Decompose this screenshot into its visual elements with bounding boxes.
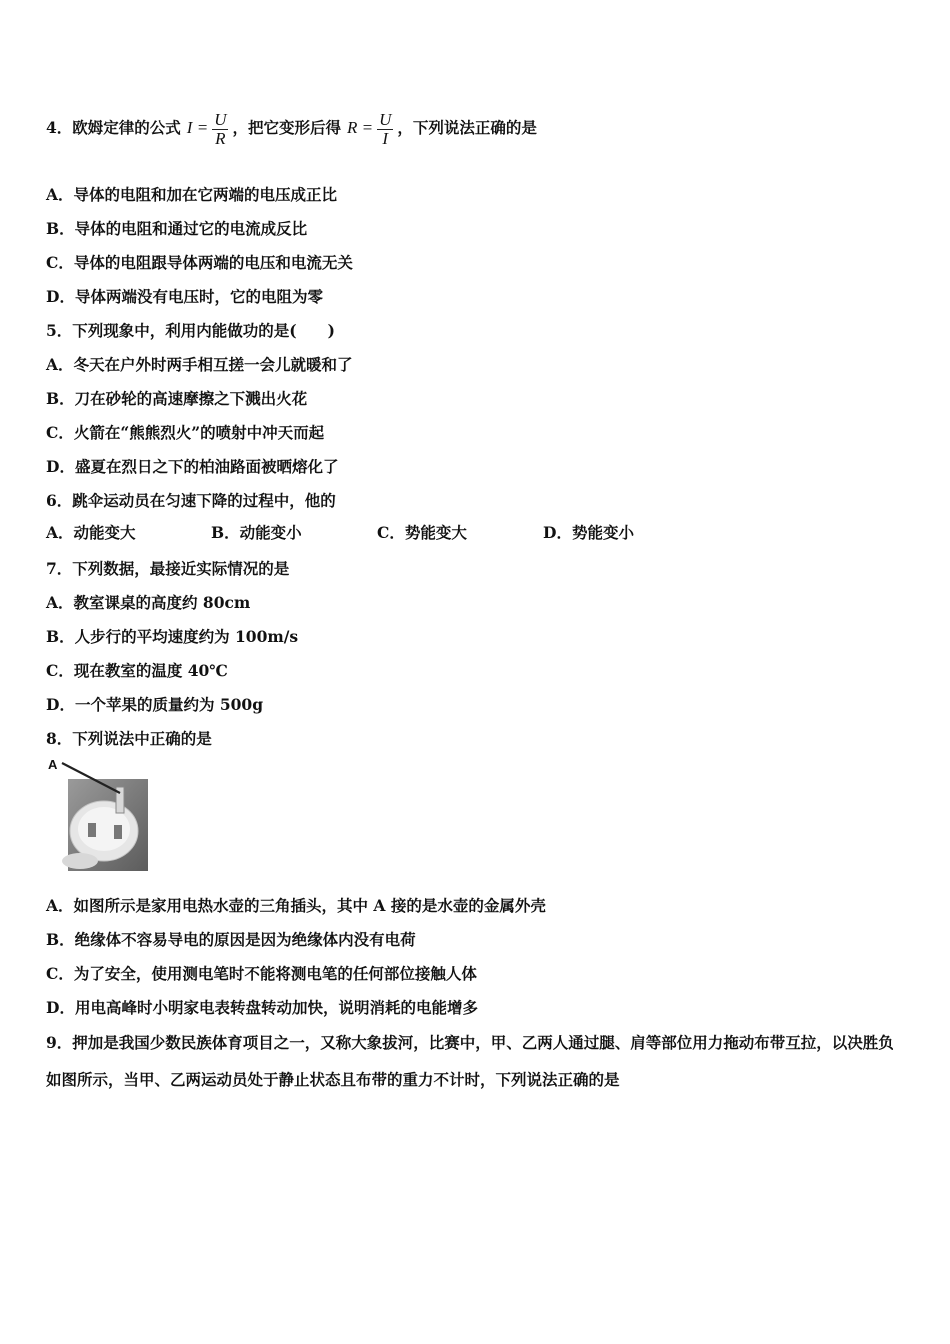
q4-option-a: A．导体的电阻和加在它两端的电压成正比 (46, 185, 338, 204)
q4-prefix: 4．欧姆定律的公式 (46, 118, 181, 137)
q4-option-d: D．导体两端没有电压时，它的电阻为零 (46, 287, 323, 306)
question-8-stem: 8．下列说法中正确的是 (46, 729, 212, 748)
question-4-stem (46, 108, 537, 148)
q5-option-c: C．火箭在“熊熊烈火”的喷射中冲天而起 (46, 423, 325, 442)
q4-option-c: C．导体的电阻跟导体两端的电压和电流无关 (46, 253, 353, 272)
question-7-stem: 7．下列数据，最接近实际情况的是 (46, 559, 290, 578)
formula-1-fraction (212, 111, 228, 148)
figure-label-a: A (48, 757, 58, 772)
formula-2-numerator: U (379, 109, 392, 129)
q4-option-b: B．导体的电阻和通过它的电流成反比 (46, 219, 308, 238)
formula-1-numerator: U (214, 109, 227, 129)
question-5-stem: 5．下列现象中，利用内能做功的是( ) (46, 321, 335, 340)
q5-option-d: D．盛夏在烈日之下的柏油路面被晒熔化了 (46, 457, 339, 476)
question-9-stem: 9．押加是我国少数民族体育项目之一，又称大象拔河，比赛中，甲、乙两人通过腿、肩等部位用力拖动布带互拉，以决胜负如图所示，当甲、乙两运动员处于静止状态且布带的重力不计时，下列说法正确的是 (46, 1033, 894, 1089)
q6-option-d: D．势能变小 (543, 523, 634, 542)
q8-option-c: C．为了安全，使用测电笔时不能将测电笔的任何部位接触人体 (46, 964, 477, 983)
q7-option-a: A．教室课桌的高度约 80cm (46, 593, 251, 612)
q8-option-b: B．绝缘体不容易导电的原因是因为绝缘体内没有电荷 (46, 930, 416, 949)
formula-2-denominator: I (382, 128, 389, 148)
q5-option-a: A．冬天在户外时两手相互搓一会儿就暖和了 (46, 355, 353, 374)
formula-1-lhs: I = (186, 118, 209, 137)
q6-option-b: B．动能变小 (211, 523, 302, 542)
question-6-stem: 6．跳伞运动员在匀速下降的过程中，他的 (46, 491, 336, 510)
q5-option-b: B．刀在砂轮的高速摩擦之下溅出火花 (46, 389, 308, 408)
formula-1-denominator: R (215, 128, 226, 148)
q6-option-c: C．势能变大 (377, 523, 467, 542)
formula-2-lhs: R = (346, 118, 374, 137)
q8-option-d: D．用电高峰时小明家电表转盘转动加快，说明消耗的电能增多 (46, 998, 478, 1017)
q8-option-a: A．如图所示是家用电热水壶的三角插头，其中 A 接的是水壶的金属外壳 (46, 896, 546, 915)
q7-option-b: B．人步行的平均速度约为 100m/s (46, 627, 299, 646)
three-pin-plug-image (46, 757, 156, 875)
q7-option-c: C．现在教室的温度 40℃ (46, 661, 228, 680)
q4-middle: ，把它变形后得 (232, 118, 341, 137)
plug-figure (46, 757, 156, 875)
q6-option-a: A．动能变大 (46, 523, 136, 542)
q4-suffix: ，下列说法正确的是 (397, 118, 537, 137)
formula-2-fraction (377, 111, 393, 148)
q7-option-d: D．一个苹果的质量约为 500g (46, 695, 264, 714)
